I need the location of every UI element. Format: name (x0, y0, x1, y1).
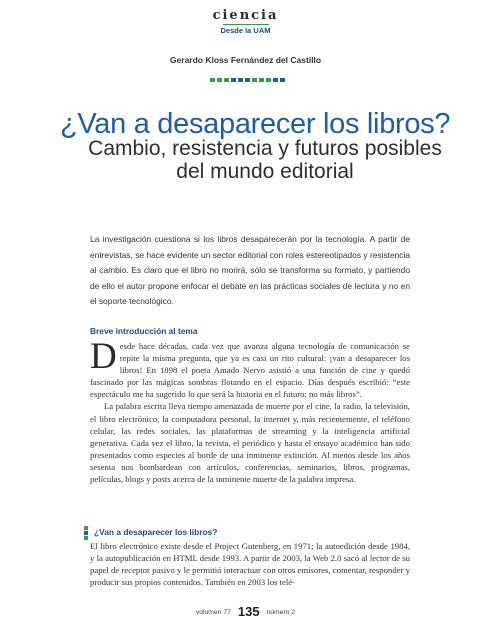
header-rule (223, 24, 269, 25)
section-heading-intro: Breve introducción al tema (90, 326, 198, 336)
section-heading-books: ¿Van a desaparecer los libros? (94, 527, 218, 537)
drop-cap: D (90, 336, 117, 377)
author-name: Gerardo Kloss Fernández del Castillo (169, 55, 322, 65)
section-body-intro (90, 336, 410, 485)
magazine-section: ciencia (212, 8, 279, 23)
article-intro: La investigación cuestiona si los libros desaparecerán por la tecnología. A partir de entrevistas, se hace evidente un sector editorial con roles estereotipados y resistencia al cambio. Es claro que el libro no morirá, sólo se transforma su formato, y partiendo de ello el autor propone enfocar el debate en las prácticas sociales de lectura y no en el soporte tecnológico. (90, 234, 410, 307)
paragraph: La palabra escrita lleva tiempo amenazada de muerte por el cine, la radio, la televisión, el libro electrónico, la computadora personal, la internet y, más recientemente, el teléfono celular, las redes sociales, las plataformas de streaming y la inteligencia artificial generativa. Cada vez el libro, la revista, el periódico y hasta el ensayo académico han sido presentados como especies al borde de una inminente extinción. Al menos desde los años sesenta nos bombardean con artículos, conferencias, seminarios, libros, programas, películas, blogs y posts acerca de la inminente muerte de la palabra impresa. (90, 401, 410, 485)
paragraph-text: esde hace décadas, cada vez que avanza alguna tecnología de comunicación se repite la misma pregunta, que ya es casi un rito cultural: ¡van a desaparecer los libros! En 1898 el poeta Amado Nervo asistió a una función de cine y quedó fascinado por las mágicas sombras flotando en el espacio. Días después escribió: “este espectáculo me ha sugerido lo que será la historia en el futuro: no más libros”. (90, 341, 410, 400)
magazine-header (0, 8, 491, 35)
article-subtitle: Cambio, resistencia y futuros posibles del mundo editorial (88, 137, 442, 183)
article-title: ¿Van a desaparecer los libros? (60, 108, 451, 140)
page-footer (0, 604, 491, 619)
magazine-subtitle: Desde la UAM (220, 26, 271, 35)
paragraph (90, 336, 410, 400)
section-body-books: El libro electrónico existe desde el Project Gutenberg, en 1971; la autoedición desde 1984, y la autopublicación en HTML desde 1993. A partir de 2003, la Web 2.0 sacó al lector de su papel de receptor pasivo y le permitió interactuar con otros emisores, comentar, responder y producir sus propios contenidos. También en 2003 los telé- (90, 541, 410, 588)
issue-number: número 2 (266, 609, 296, 616)
volume-label: volumen 77 (195, 609, 231, 616)
decorative-squares (210, 78, 285, 82)
page-number: 135 (237, 604, 260, 619)
